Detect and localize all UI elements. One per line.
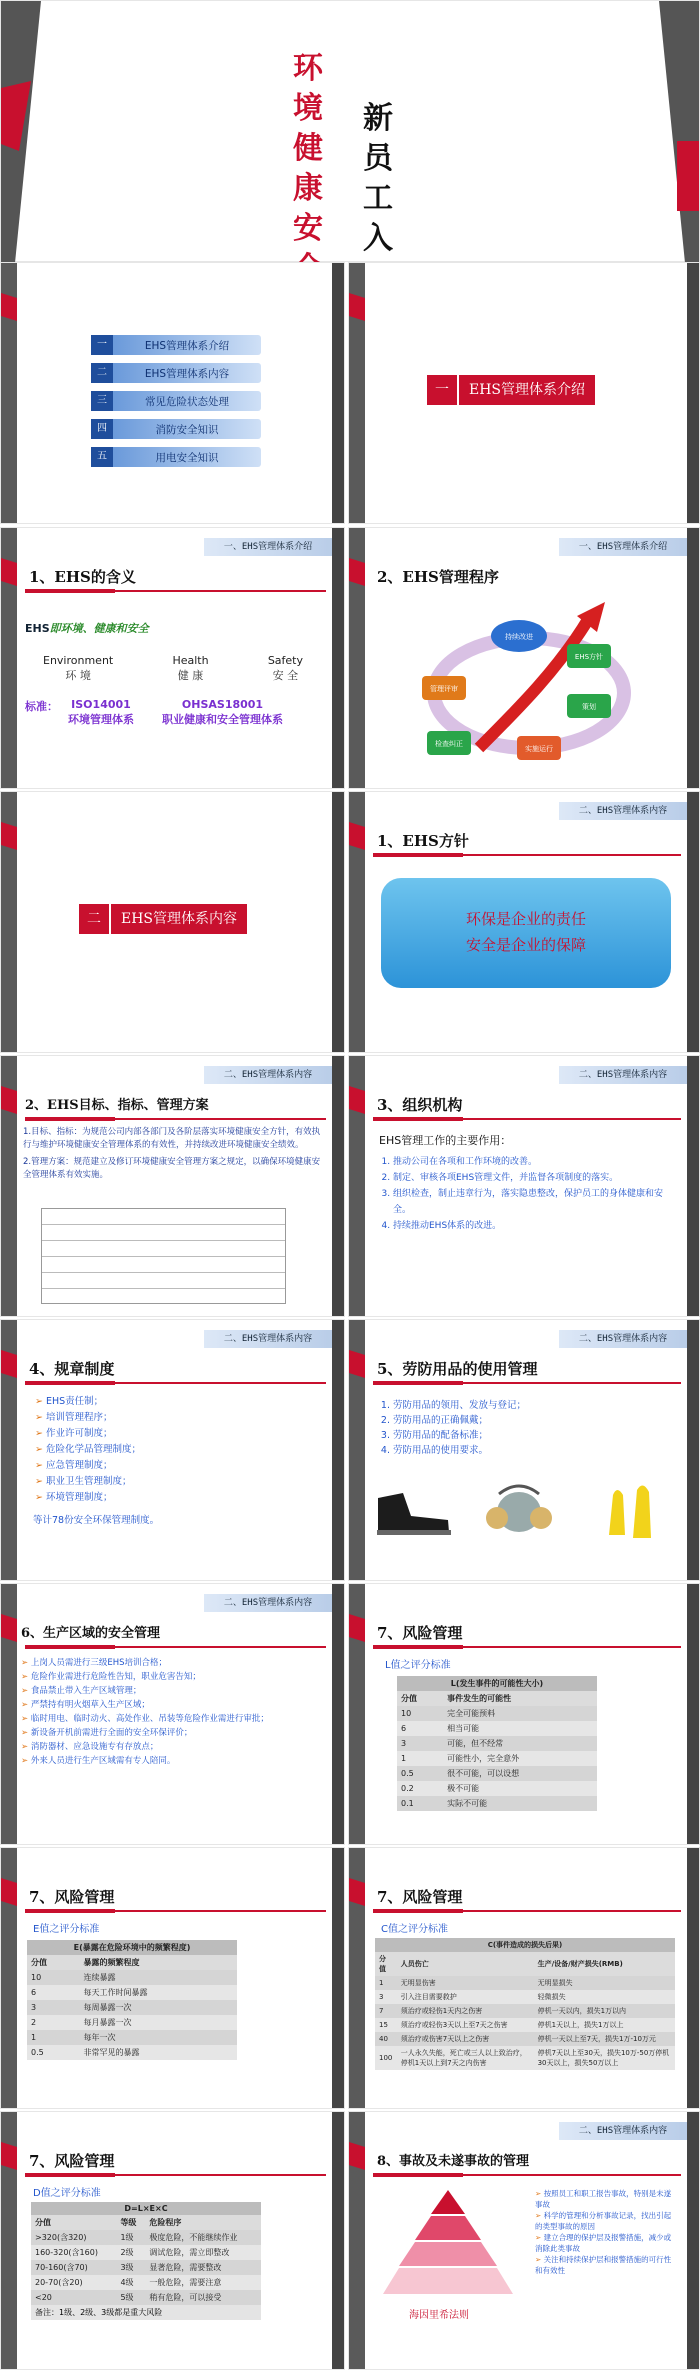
toc-label: EHS管理体系内容 <box>144 367 230 380</box>
list-item: ➢ 消防器材、应急设施专有存放点； <box>21 1740 322 1754</box>
column-header: 生产/设备/财产损失(RMB) <box>534 1952 675 1976</box>
accident-slide <box>348 2111 700 2370</box>
standard-label: 标准： <box>25 700 58 713</box>
table-row <box>27 2000 237 2015</box>
table-row <box>375 2046 675 2070</box>
list-item: ➢ 作业许可制度； <box>35 1426 141 1442</box>
table-subtitle: E值之评分标准 <box>33 1924 100 1935</box>
table-header: D=L×E×C <box>31 2202 261 2215</box>
table-row <box>31 2275 261 2290</box>
table-cell: 实际不可能 <box>447 1799 488 1808</box>
table-cell: 极不可能 <box>447 1784 480 1793</box>
slide-title: 2、EHS管理程序 <box>377 568 499 586</box>
table-cell: 3 <box>31 2003 37 2012</box>
list-item: ➢ 上岗人员需进行三级EHS培训合格； <box>21 1656 322 1670</box>
ehs-column-cn: 健 康 <box>177 669 204 682</box>
table-cell: 显著危险，需要整改 <box>149 2263 222 2272</box>
table-cell: 4级 <box>120 2278 134 2287</box>
procedure-node-label: 检查纠正 <box>435 740 463 748</box>
table-cell: 可能，但不经常 <box>447 1739 504 1748</box>
table-cell: 7 <box>379 2007 384 2015</box>
table-row <box>375 1990 675 2004</box>
table-cell: 160-320(含160) <box>35 2248 98 2257</box>
table-cell: 1 <box>401 1754 407 1763</box>
list-item: ➢ EHS责任制； <box>35 1394 141 1410</box>
e-table-wrap <box>27 1940 237 2060</box>
list-item: 2. 制定、审核各项EHS管理文件，并监督各项制度的落实。 <box>393 1170 669 1186</box>
heinrich-pyramid <box>373 2190 523 2300</box>
list-item: 4. 劳防用品的使用要求。 <box>393 1443 526 1458</box>
column-header: 危险程序 <box>145 2215 261 2230</box>
table-cell: 6 <box>401 1724 407 1733</box>
table-row <box>375 1976 675 1990</box>
slide-tag: 一、EHS管理体系介绍 <box>204 538 332 556</box>
plan-paragraph: 2.管理方案：规范建立及修订环境健康安全管理方案之规定，以确保环境健康安全管理体系有效实施。 <box>23 1157 321 1180</box>
column-header: 人员伤亡 <box>397 1952 534 1976</box>
table-cell: 一般危险，需要注意 <box>149 2278 222 2287</box>
table-cell: 停机7天以上至30天，损失10万-50万停机30天以上，损失50万以上 <box>537 2049 670 2067</box>
list-item: ➢ 培训管理程序； <box>35 1410 141 1426</box>
section-label: EHS管理体系内容 <box>121 911 238 927</box>
table-cell: 无明显伤害 <box>400 1979 436 1987</box>
table-header: E(暴露在危险环境中的频繁程度) <box>27 1940 237 1955</box>
slide-tag: 二、EHS管理体系内容 <box>559 1066 687 1084</box>
list-item: ➢ 外来人员进行生产区域需有专人陪同。 <box>21 1754 322 1768</box>
list-item: ➢ 关注和持续保护层和报警措施的可行性和有效性 <box>535 2254 675 2276</box>
toc-number: 五 <box>91 447 113 467</box>
list-item: ➢ 应急管理制度； <box>35 1458 141 1474</box>
toc-item[interactable] <box>91 447 261 467</box>
table-cell: 一人永久失能，死亡或三人以上致治疗，停机1天以上到7天之内伤害 <box>400 2049 527 2067</box>
table-subtitle: D值之评分标准 <box>33 2188 101 2199</box>
section-number: 二 <box>79 904 111 934</box>
table-cell: 无明显损失 <box>537 1979 573 1987</box>
policy-line-2: 安全是企业的保障 <box>465 936 586 954</box>
ehs-meaning-slide <box>0 527 345 789</box>
section-label: EHS管理体系介绍 <box>469 382 586 398</box>
table-cell: 每天工作时间暴露 <box>83 1988 148 1997</box>
table-row <box>27 1970 237 1985</box>
toc-slide <box>0 262 345 524</box>
table-row <box>31 2230 261 2245</box>
table-cell: 0.5 <box>401 1769 414 1778</box>
table-row <box>397 1736 597 1751</box>
ehs-column <box>172 654 208 683</box>
safety-shoe-image <box>373 1488 453 1538</box>
table-cell: 3 <box>401 1739 407 1748</box>
procedure-node-label: 实施运行 <box>525 745 553 753</box>
list-item: 2. 劳防用品的正确佩戴； <box>393 1413 526 1428</box>
toc-number: 二 <box>91 363 113 383</box>
procedure-node-label: 策划 <box>582 703 596 711</box>
procedure-node <box>567 644 611 668</box>
list-item: ➢ 环境管理制度； <box>35 1490 141 1506</box>
targets-paragraph: 1.目标、指标：为规范公司内部各部门及各阶层落实环境健康安全方针，有效执行与维护环境健康安全管理体系的有效性，并持续改进环境健康安全绩效。 <box>23 1127 321 1150</box>
slide-tag: 二、EHS管理体系内容 <box>204 1594 332 1612</box>
procedure-node <box>422 676 466 700</box>
production-rules-list <box>21 1656 322 1768</box>
table-cell: 每周暴露一次 <box>83 2003 132 2012</box>
slide-title: 4、规章制度 <box>29 1360 115 1378</box>
list-item: ➢ 临时用电、临时动火、高处作业、吊装等危险作业需进行审批； <box>21 1712 322 1726</box>
toc-item[interactable] <box>91 335 261 355</box>
table-row <box>397 1796 597 1811</box>
slide-tag: 二、EHS管理体系内容 <box>559 2122 687 2140</box>
table-row <box>31 2290 261 2305</box>
ehs-column-en: Environment <box>43 654 114 667</box>
slide-title: 1、EHS的含义 <box>29 568 136 586</box>
table-cell: 须治疗或伤害7天以上之伤害 <box>400 2035 490 2043</box>
table-row <box>397 1706 597 1721</box>
ehs-column <box>268 654 303 683</box>
column-header: 等级 <box>116 2215 145 2230</box>
list-item: ➢ 新设备开机前需进行全面的安全环保评价； <box>21 1726 322 1740</box>
list-item: ➢ 危险作业需进行危险性告知，职业危害告知； <box>21 1670 322 1684</box>
list-item: 1. 推动公司在各项和工作环境的改善。 <box>393 1154 669 1170</box>
targets-slide <box>0 1055 345 1317</box>
targets-table-image <box>41 1208 286 1304</box>
table-row <box>27 1985 237 2000</box>
table-cell: 0.1 <box>401 1799 414 1808</box>
toc-label: 常见危险状态处理 <box>145 395 229 408</box>
table-row <box>397 1751 597 1766</box>
c-table-wrap <box>375 1938 675 2070</box>
ppe-list <box>379 1398 526 1458</box>
table-cell: 须治疗或轻伤1天内之伤害 <box>400 2007 483 2015</box>
slide-title: 7、风险管理 <box>29 1888 115 1906</box>
table-cell: 10 <box>401 1709 412 1718</box>
table-cell: 停机一天以上至7天，损失1万-10万元 <box>537 2035 656 2043</box>
organization-slide <box>348 1055 700 1317</box>
policy-line-1: 环保是企业的责任 <box>465 910 586 928</box>
table-row <box>375 2032 675 2046</box>
procedure-node-label: 持续改进 <box>505 633 533 641</box>
table-cell: 0.5 <box>31 2048 44 2057</box>
ehs-definition: 即环境、健康和安全 <box>49 622 149 635</box>
table-cell: 相当可能 <box>447 1724 480 1733</box>
pyramid-caption: 海因里希法则 <box>409 2310 469 2321</box>
toc-number: 三 <box>91 391 113 411</box>
org-lead: EHS管理工作的主要作用： <box>379 1134 512 1147</box>
list-item: 3. 劳防用品的配备标准； <box>393 1428 526 1443</box>
toc-label: EHS管理体系介绍 <box>144 339 230 352</box>
slide-title: 3、组织机构 <box>377 1096 463 1114</box>
procedure-node <box>517 736 561 760</box>
slide-title: 7、风险管理 <box>377 1888 463 1906</box>
table-cell: 20-70(含20) <box>35 2278 83 2287</box>
list-item: 3. 组织检查，制止违章行为，落实隐患整改，保护员工的身体健康和安全。 <box>393 1186 669 1218</box>
table-cell: >320(含320) <box>35 2233 87 2242</box>
table-cell: 完全可能预料 <box>447 1709 496 1718</box>
table-cell: 1级 <box>120 2233 134 2242</box>
table-row <box>31 2260 261 2275</box>
section1-slide <box>348 262 700 524</box>
ehs-column-en: Safety <box>267 654 303 667</box>
table-cell: 10 <box>31 1973 42 1982</box>
table-cell: 1 <box>31 2033 37 2042</box>
procedure-node-label: 管理评审 <box>430 685 458 693</box>
table-cell: 连续暴露 <box>83 1973 116 1982</box>
table-row <box>397 1781 597 1796</box>
toc-number: 一 <box>91 335 113 355</box>
ehs-policy-slide <box>348 791 700 1053</box>
table-note: 备注：1级、2级、3级都是重大风险 <box>31 2305 261 2320</box>
respirator-image <box>479 1484 559 1539</box>
toc-item[interactable] <box>91 363 261 383</box>
procedure-node <box>491 620 547 652</box>
table-cell: 3 <box>379 1993 384 2001</box>
risk-c-slide <box>348 1847 700 2109</box>
slide-tag: 二、EHS管理体系内容 <box>559 802 687 820</box>
cover-title: 环境健康安 <box>293 51 323 246</box>
ehs-procedure-slide <box>348 527 700 789</box>
procedure-node <box>567 694 611 718</box>
table-cell: 1 <box>379 1979 384 1987</box>
table-cell: 70-160(含70) <box>35 2263 88 2272</box>
table-cell: 可能性小，完全意外 <box>447 1754 520 1763</box>
list-item: 1. 劳防用品的领用、发放与登记； <box>393 1398 526 1413</box>
ehs-column <box>43 654 113 683</box>
list-item: ➢ 食品禁止带入生产区域管理； <box>21 1684 322 1698</box>
ehs-column-cn: 安 全 <box>272 669 299 682</box>
risk-l-slide <box>348 1583 700 1845</box>
table-header: C(事件造成的损失后果) <box>375 1938 675 1952</box>
d-table-wrap <box>31 2202 261 2320</box>
table-cell: 调试危险，需立即整改 <box>149 2248 230 2257</box>
rules-slide <box>0 1319 345 1581</box>
section-number: 一 <box>427 375 459 405</box>
list-item: 4. 持续推动EHS体系的改进。 <box>393 1218 669 1234</box>
cover-slide <box>0 0 700 262</box>
rules-footnote: 等计78份安全环保管理制度。 <box>33 1515 160 1526</box>
list-item: ➢ 按照员工和职工报告事故，特别是未遂事故 <box>535 2188 675 2210</box>
list-item: ➢ 建立合理的保护层及报警措施，减少或消除此类事故 <box>535 2232 675 2254</box>
ehs-column-cn: 环 境 <box>65 669 91 682</box>
procedure-cycle-diagram <box>419 598 639 778</box>
table-cell: 每月暴露一次 <box>83 2018 132 2027</box>
slide-title: 5、劳防用品的使用管理 <box>377 1360 538 1378</box>
table-cell: 引入注目需要救护 <box>400 1993 457 2001</box>
table-cell: 很不可能，可以设想 <box>447 1769 520 1778</box>
table-row <box>397 1721 597 1736</box>
org-function-list <box>379 1154 669 1234</box>
table-cell: 须治疗或轻伤3天以上至7天之伤害 <box>400 2021 508 2029</box>
procedure-node-label: EHS方针 <box>574 653 604 661</box>
ehs-columns <box>43 654 303 683</box>
table-subtitle: L值之评分标准 <box>385 1660 451 1671</box>
table-row <box>375 2018 675 2032</box>
table-row <box>375 2004 675 2018</box>
table-cell: 40 <box>379 2035 388 2043</box>
toc-label: 用电安全知识 <box>155 451 219 464</box>
slide-title: 8、事故及未遂事故的管理 <box>377 2154 530 2169</box>
toc-item[interactable] <box>91 419 261 439</box>
table-row <box>27 2015 237 2030</box>
risk-d-slide <box>0 2111 345 2370</box>
slide-tag: 二、EHS管理体系内容 <box>559 1330 687 1348</box>
rules-list <box>35 1394 141 1506</box>
table-cell: 停机1天以上，损失1万以上 <box>537 2021 624 2029</box>
table-cell: 2级 <box>120 2248 134 2257</box>
risk-e-slide <box>0 1847 345 2109</box>
table-cell: <20 <box>35 2293 52 2302</box>
table-cell: 0.2 <box>401 1784 414 1793</box>
table-cell: 5级 <box>120 2293 134 2302</box>
ppe-slide <box>348 1319 700 1581</box>
toc-label: 消防安全知识 <box>155 423 219 436</box>
column-header: 分值 <box>397 1691 443 1706</box>
table-cell: 稍有危险，可以接受 <box>149 2293 222 2302</box>
list-item: ➢ 职业卫生管理制度； <box>35 1474 141 1490</box>
table-cell: 停机一天以内，损失1万以内 <box>537 2007 627 2015</box>
gloves-image <box>599 1480 669 1540</box>
slide-title: 2、EHS目标、指标、管理方案 <box>25 1098 209 1113</box>
procedure-node <box>427 731 471 755</box>
list-item: ➢ 危险化学品管理制度； <box>35 1442 141 1458</box>
column-header: 分值 <box>31 2215 116 2230</box>
table-cell: 3级 <box>120 2263 134 2272</box>
ehs-abbr: EHS <box>25 622 50 635</box>
table-cell: 轻微损失 <box>537 1993 566 2001</box>
table-cell: 每年一次 <box>83 2033 116 2042</box>
accident-management-list <box>535 2188 675 2276</box>
slide-title: 1、EHS方针 <box>377 832 469 850</box>
table-header: L(发生事件的可能性大小) <box>397 1676 597 1691</box>
slide-title: 7、风险管理 <box>29 2152 115 2170</box>
table-cell: 非常罕见的暴露 <box>83 2048 140 2057</box>
slide-tag: 二、EHS管理体系内容 <box>204 1330 332 1348</box>
slide-title: 7、风险管理 <box>377 1624 463 1642</box>
toc-list <box>91 335 261 475</box>
table-subtitle: C值之评分标准 <box>381 1924 448 1935</box>
table-row <box>31 2245 261 2260</box>
slide-tag: 一、EHS管理体系介绍 <box>559 538 687 556</box>
policy-box <box>381 878 671 988</box>
iso14001: ISO14001 <box>71 698 131 711</box>
toc-number: 四 <box>91 419 113 439</box>
list-item: ➢ 严禁持有明火烟草入生产区域； <box>21 1698 322 1712</box>
toc-item[interactable] <box>91 391 261 411</box>
slide-tag: 二、EHS管理体系内容 <box>204 1066 332 1084</box>
table-cell: 100 <box>379 2054 393 2062</box>
ohsas18001-desc: 职业健康和安全管理体系 <box>162 713 283 726</box>
column-header: 分值 <box>375 1952 397 1976</box>
iso14001-desc: 环境管理体系 <box>68 713 134 726</box>
production-safety-slide <box>0 1583 345 1845</box>
ehs-column-en: Health <box>172 654 209 667</box>
table-cell: 15 <box>379 2021 388 2029</box>
column-header: 暴露的频繁程度 <box>79 1955 237 1970</box>
table-row <box>27 2030 237 2045</box>
slide-title: 6、生产区域的安全管理 <box>21 1626 161 1641</box>
table-cell: 6 <box>31 1988 37 1997</box>
table-cell: 极度危险，不能继续作业 <box>149 2233 238 2242</box>
l-table-wrap <box>397 1676 597 1811</box>
table-cell: 2 <box>31 2018 37 2027</box>
list-item: ➢ 科学的管理和分析事故记录，找出引起的类型事故的原因 <box>535 2210 675 2232</box>
ohsas18001: OHSAS18001 <box>181 698 264 711</box>
table-row <box>397 1766 597 1781</box>
cover-subtitle: 新员工入 <box>363 101 393 256</box>
column-header: 分值 <box>27 1955 79 1970</box>
column-header: 事件发生的可能性 <box>443 1691 597 1706</box>
table-row <box>27 2045 237 2060</box>
section2-slide <box>0 791 345 1053</box>
